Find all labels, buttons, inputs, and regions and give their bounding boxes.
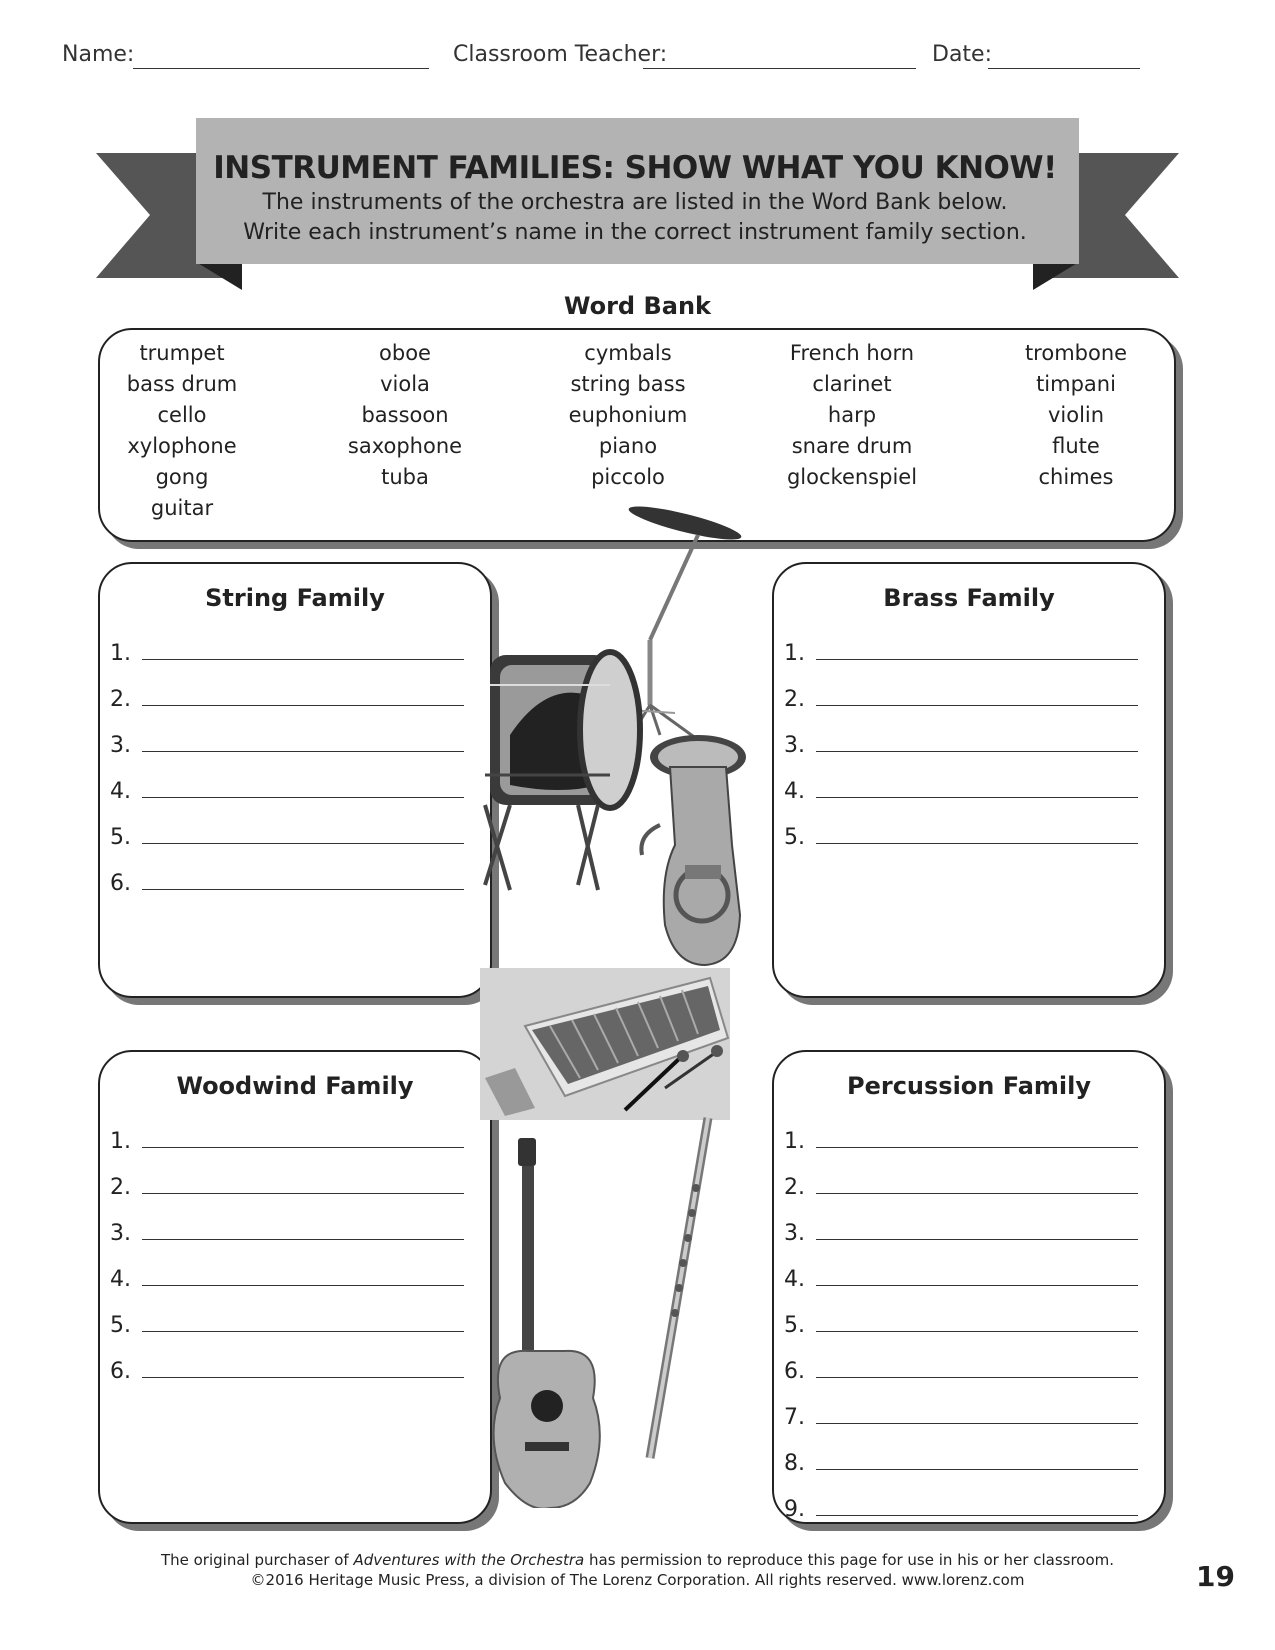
word-bank-column-1 [77, 338, 287, 524]
line-number: 2. [784, 1175, 805, 1200]
answer-line[interactable] [110, 850, 490, 896]
answer-blank[interactable] [816, 1515, 1138, 1516]
answer-blank[interactable] [142, 705, 464, 706]
footer-text: has permission to reproduce this page for use in his or her classroom. [584, 1551, 1115, 1569]
word-bank-word: cello [157, 403, 207, 427]
line-number: 5. [784, 825, 805, 850]
answer-blank[interactable] [142, 1285, 464, 1286]
answer-line[interactable] [110, 1338, 490, 1384]
string-family-lines [110, 620, 490, 896]
answer-line[interactable] [784, 1154, 1164, 1200]
answer-blank[interactable] [142, 797, 464, 798]
answer-blank[interactable] [142, 1147, 464, 1148]
answer-blank[interactable] [142, 889, 464, 890]
answer-line[interactable] [110, 1154, 490, 1200]
line-number: 8. [784, 1451, 805, 1476]
word-bank-title: Word Bank [563, 292, 711, 320]
brass-family-box [772, 562, 1166, 998]
banner-instructions-1: The instruments of the orchestra are listed in the Word Bank below. [262, 190, 1008, 215]
answer-blank[interactable] [816, 1377, 1138, 1378]
answer-line[interactable] [784, 620, 1164, 666]
word-bank-word: guitar [150, 496, 214, 520]
line-number: 4. [110, 779, 131, 804]
line-number: 2. [110, 1175, 131, 1200]
word-bank-column-5 [971, 338, 1181, 493]
answer-blank[interactable] [142, 751, 464, 752]
answer-line[interactable] [784, 712, 1164, 758]
word-bank-word: viola [380, 372, 430, 396]
answer-blank[interactable] [816, 797, 1138, 798]
book-title: Adventures with the Orchestra [353, 1551, 585, 1569]
answer-line[interactable] [784, 1200, 1164, 1246]
answer-line[interactable] [110, 666, 490, 712]
answer-line[interactable] [784, 1292, 1164, 1338]
answer-line[interactable] [110, 758, 490, 804]
answer-blank[interactable] [816, 1193, 1138, 1194]
line-number: 3. [784, 733, 805, 758]
answer-blank[interactable] [816, 843, 1138, 844]
answer-line[interactable] [784, 1246, 1164, 1292]
word-bank-word: gong [155, 465, 209, 489]
line-number: 6. [110, 1359, 131, 1384]
answer-line[interactable] [110, 1292, 490, 1338]
woodwind-family-title: Woodwind Family [176, 1072, 414, 1100]
word-bank-column-4 [747, 338, 957, 493]
answer-blank[interactable] [816, 1147, 1138, 1148]
answer-line[interactable] [110, 1108, 490, 1154]
answer-blank[interactable] [816, 1469, 1138, 1470]
line-number: 6. [784, 1359, 805, 1384]
word-bank-word: saxophone [347, 434, 463, 458]
word-bank-column-2 [300, 338, 510, 493]
word-bank-word: harp [827, 403, 877, 427]
teacher-label: Classroom Teacher: [453, 42, 668, 67]
brass-family-lines [784, 620, 1164, 850]
acoustic-guitar-image [494, 1138, 600, 1508]
answer-line[interactable] [784, 1338, 1164, 1384]
word-bank-word: glockenspiel [786, 465, 918, 489]
word-bank-word: euphonium [568, 403, 688, 427]
word-bank-word: timpani [1036, 372, 1116, 396]
word-bank-word: bassoon [361, 403, 449, 427]
word-bank-word: trumpet [139, 341, 225, 365]
xylophone-with-mallets-image [480, 968, 730, 1120]
answer-line[interactable] [110, 804, 490, 850]
answer-blank[interactable] [142, 659, 464, 660]
answer-line[interactable] [784, 1384, 1164, 1430]
line-number: 3. [110, 1221, 131, 1246]
line-number: 1. [110, 641, 131, 666]
word-bank-word: flute [1052, 434, 1100, 458]
line-number: 4. [784, 1267, 805, 1292]
banner-title: INSTRUMENT FAMILIES: SHOW WHAT YOU KNOW! [213, 150, 1057, 186]
percussion-family-title: Percussion Family [846, 1072, 1092, 1100]
percussion-family-lines [784, 1108, 1164, 1522]
word-bank-word: bass drum [126, 372, 238, 396]
answer-line[interactable] [784, 1476, 1164, 1522]
banner-instructions-2: Write each instrument’s name in the correct instrument family section. [243, 220, 1027, 245]
word-bank-word: xylophone [127, 434, 237, 458]
answer-line[interactable] [784, 666, 1164, 712]
instrument-illustrations-top [470, 495, 770, 1015]
answer-line[interactable] [110, 1200, 490, 1246]
line-number: 1. [110, 1129, 131, 1154]
line-number: 3. [784, 1221, 805, 1246]
word-bank-word: snare drum [791, 434, 913, 458]
word-bank-word: trombone [1024, 341, 1128, 365]
page-number: 19 [1196, 1560, 1235, 1593]
string-family-title: String Family [205, 584, 385, 612]
word-bank-column-3 [523, 338, 733, 493]
woodwind-family-box [98, 1050, 492, 1524]
tuba-image [641, 735, 746, 965]
percussion-family-box [772, 1050, 1166, 1524]
line-number: 5. [784, 1313, 805, 1338]
answer-blank[interactable] [816, 751, 1138, 752]
word-bank-word: piano [598, 434, 658, 458]
answer-line[interactable] [784, 758, 1164, 804]
flute-image [650, 1118, 708, 1458]
word-bank-word: string bass [570, 372, 686, 396]
word-bank-word: clarinet [812, 372, 892, 396]
line-number: 9. [784, 1497, 805, 1522]
instrument-illustrations-bottom [480, 968, 740, 1508]
answer-line[interactable] [784, 1108, 1164, 1154]
line-number: 1. [784, 641, 805, 666]
answer-blank[interactable] [816, 705, 1138, 706]
line-number: 4. [110, 1267, 131, 1292]
line-number: 6. [110, 871, 131, 896]
brass-family-title: Brass Family [883, 584, 1055, 612]
name-label: Name: [62, 42, 135, 67]
line-number: 7. [784, 1405, 805, 1430]
answer-line[interactable] [110, 1246, 490, 1292]
line-number: 2. [784, 687, 805, 712]
footer-line-1 [0, 1550, 1275, 1570]
word-bank-word: French horn [789, 341, 915, 365]
copyright-footer [0, 1550, 1275, 1590]
line-number: 2. [110, 687, 131, 712]
answer-blank[interactable] [142, 1193, 464, 1194]
answer-blank[interactable] [816, 1423, 1138, 1424]
answer-blank[interactable] [816, 659, 1138, 660]
word-bank-word: oboe [379, 341, 431, 365]
answer-line[interactable] [110, 712, 490, 758]
woodwind-family-lines [110, 1108, 490, 1384]
answer-blank[interactable] [816, 1285, 1138, 1286]
word-bank-word: piccolo [591, 465, 665, 489]
word-bank-word: chimes [1038, 465, 1114, 489]
line-number: 3. [110, 733, 131, 758]
word-bank-word: tuba [381, 465, 429, 489]
line-number: 1. [784, 1129, 805, 1154]
line-number: 5. [110, 1313, 131, 1338]
footer-line-2: ©2016 Heritage Music Press, a division of The Lorenz Corporation. All rights reserved. www.lorenz.com [250, 1571, 1025, 1589]
line-number: 4. [784, 779, 805, 804]
word-bank-word: cymbals [584, 341, 672, 365]
answer-blank[interactable] [142, 1331, 464, 1332]
answer-blank[interactable] [816, 1239, 1138, 1240]
date-label: Date: [932, 42, 992, 67]
answer-line[interactable] [110, 620, 490, 666]
bass-drum-image [485, 652, 640, 890]
answer-blank[interactable] [142, 1377, 464, 1378]
answer-blank[interactable] [816, 1331, 1138, 1332]
answer-line[interactable] [784, 804, 1164, 850]
word-bank-word: violin [1047, 403, 1105, 427]
answer-blank[interactable] [142, 843, 464, 844]
string-family-box [98, 562, 492, 998]
answer-line[interactable] [784, 1430, 1164, 1476]
answer-blank[interactable] [142, 1239, 464, 1240]
line-number: 5. [110, 825, 131, 850]
footer-text: The original purchaser of [160, 1551, 354, 1569]
